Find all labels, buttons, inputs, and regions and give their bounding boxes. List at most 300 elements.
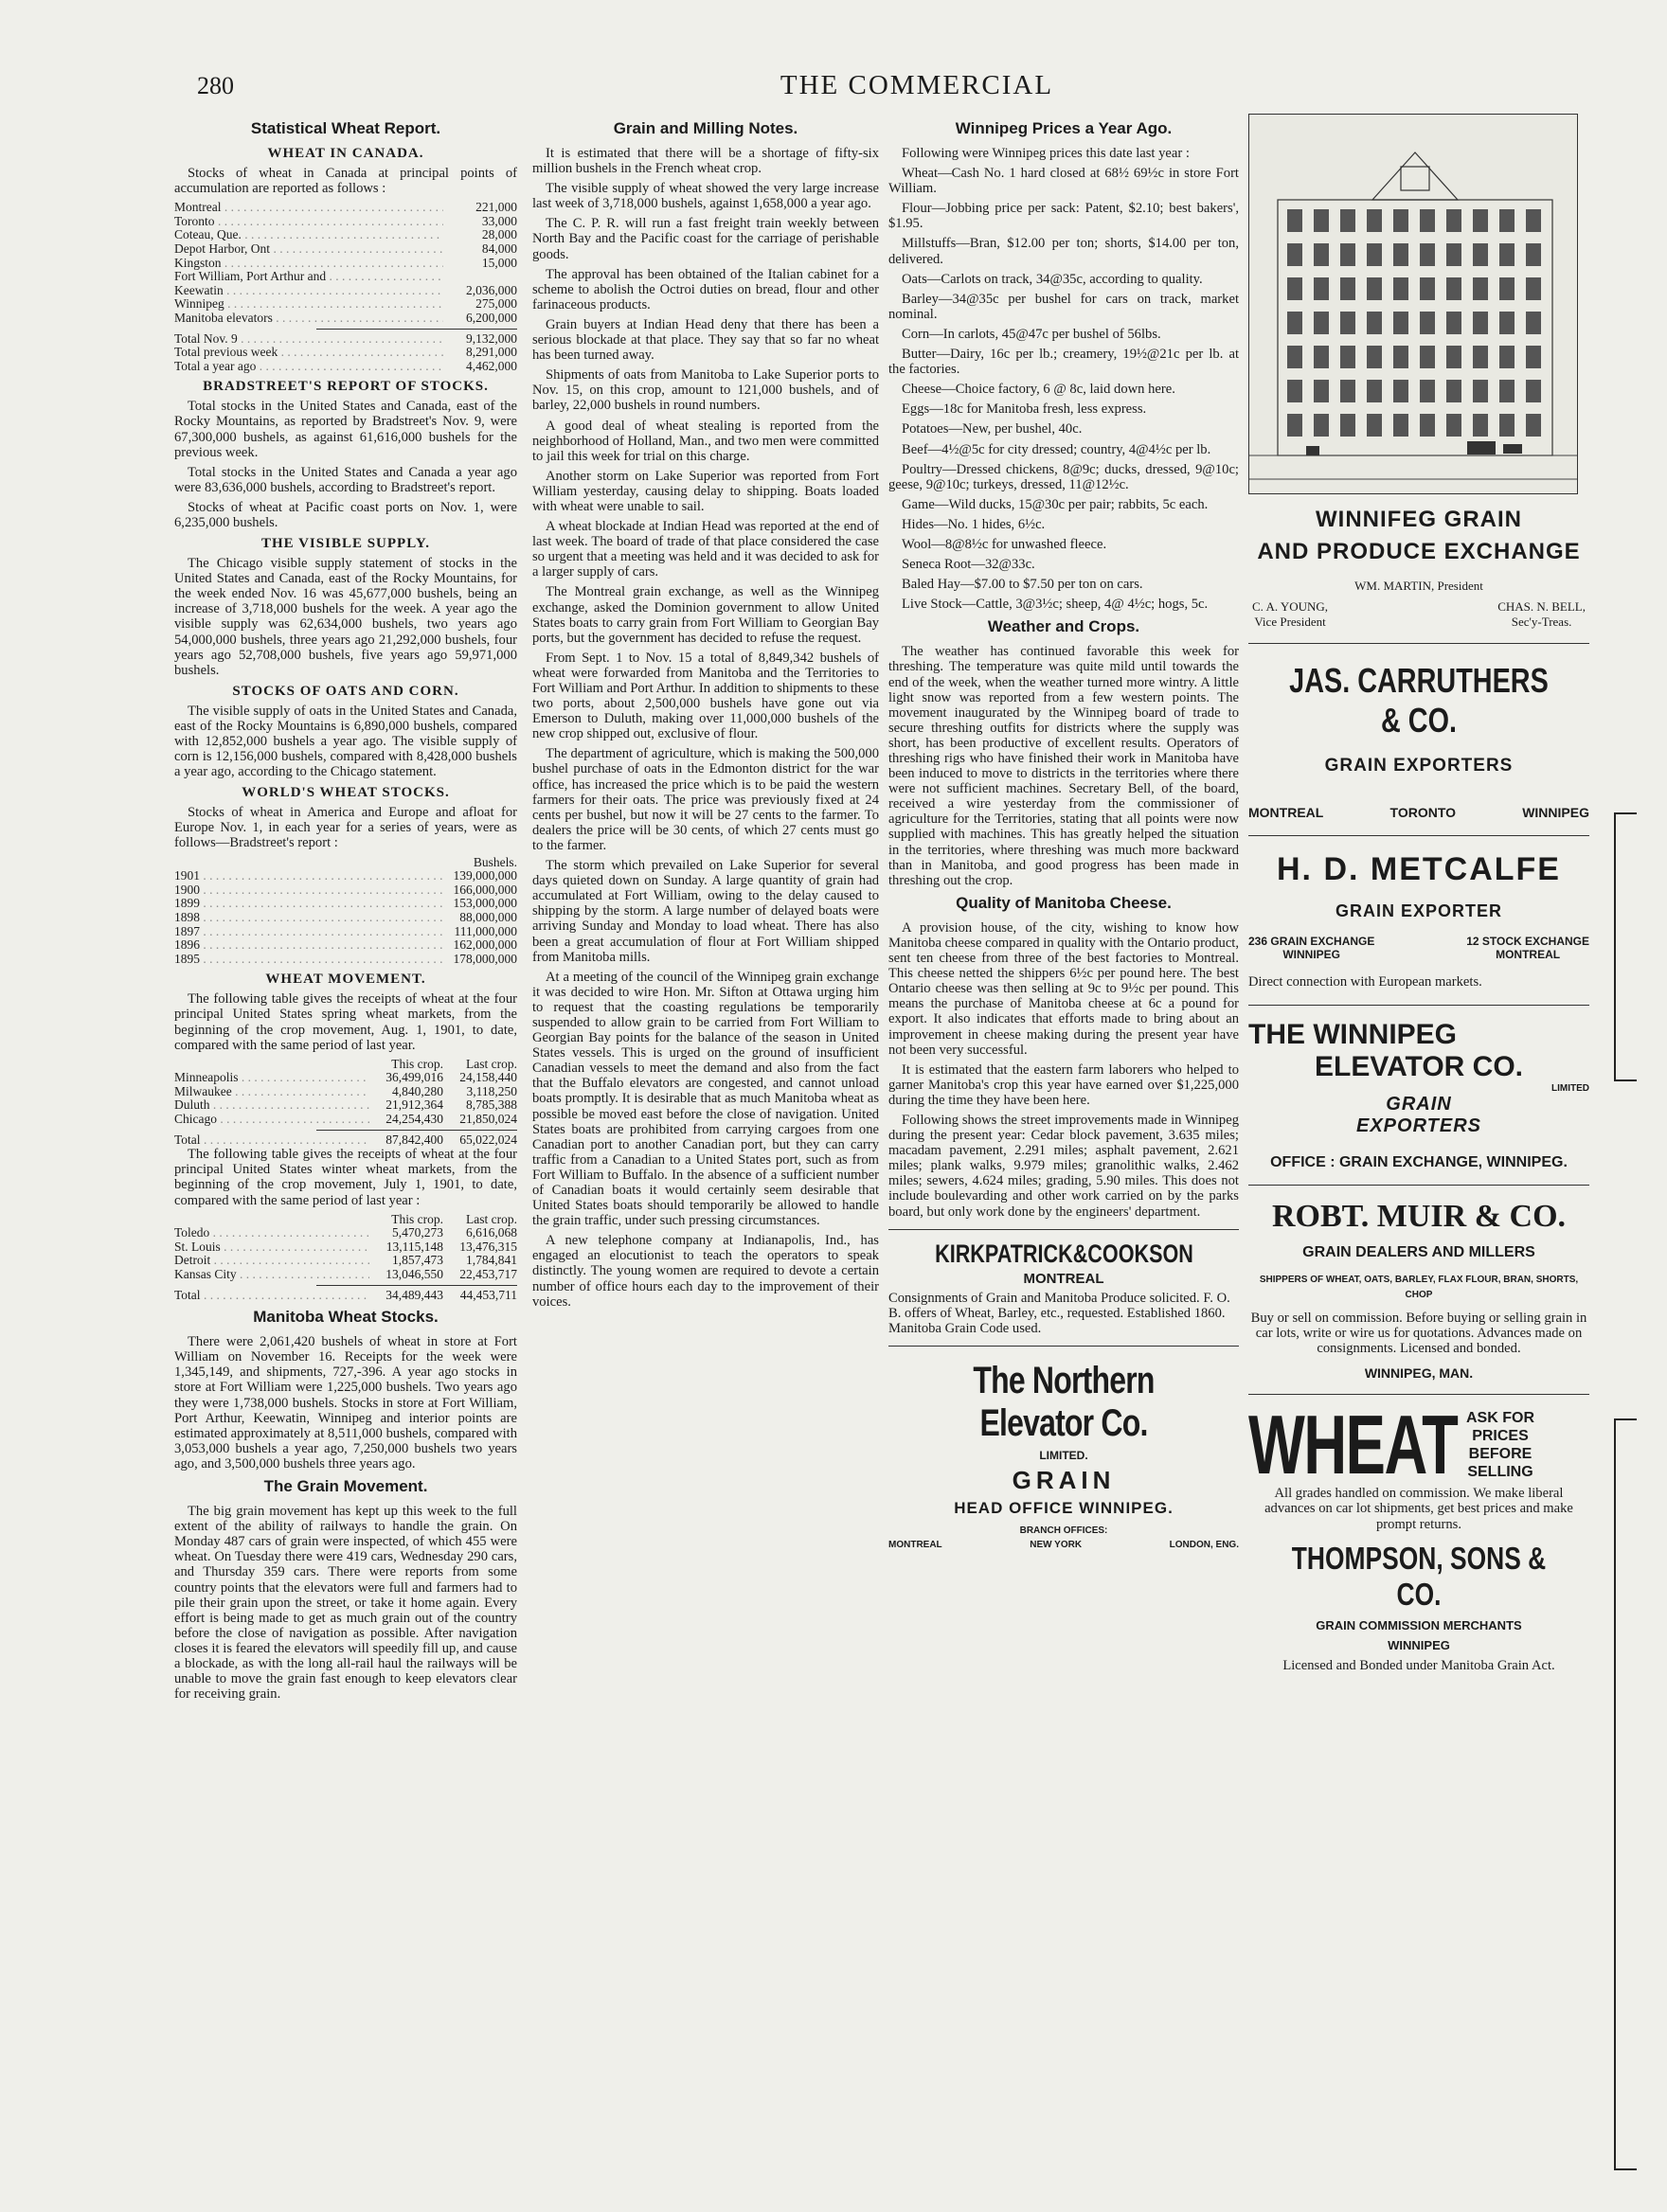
- row-label: Coteau, Que. . . .: [174, 228, 443, 242]
- row-label: Chicago . . .: [174, 1113, 369, 1127]
- row-label: Detroit . . .: [174, 1254, 369, 1268]
- row-value: 13,115,148: [385, 1239, 443, 1254]
- building-window: [1473, 414, 1488, 437]
- section-subtitle: WHEAT IN CANADA.: [267, 146, 424, 161]
- ad-metcalfe: [1248, 851, 1589, 990]
- adjacent-page-edge: [1614, 1418, 1637, 2170]
- building-window: [1473, 209, 1488, 232]
- building-window: [1420, 380, 1435, 402]
- row-label: Depot Harbor, Ont . . .: [174, 242, 443, 257]
- section-title: WORLD'S WHEAT STOCKS.: [242, 785, 450, 801]
- row-label: Winnipeg . . .: [174, 297, 443, 312]
- paragraph: Another storm on Lake Superior was reported from Fort William yesterday, causing delay to shipping. Boats loaded with wheat were unable to sail.: [532, 468, 879, 514]
- paragraph: Hides—No. 1 hides, 6½c.: [902, 516, 1046, 532]
- divider: [316, 1285, 517, 1286]
- building-window: [1526, 312, 1541, 334]
- ad-text: Licensed and Bonded under Manitoba Grain Act.: [1282, 1657, 1555, 1673]
- ad-line1: THE WINNIPEG: [1248, 1019, 1458, 1051]
- row-label: Manitoba elevators . . .: [174, 312, 443, 326]
- section-title: Statistical Wheat Report.: [250, 119, 441, 137]
- table-row: [174, 228, 517, 242]
- row-value: 162,000,000: [453, 937, 517, 953]
- spring-wheat-total: [174, 1133, 517, 1148]
- table-row: [174, 1133, 517, 1148]
- building-window: [1340, 346, 1355, 368]
- table-row: [174, 257, 517, 271]
- building-window: [1287, 277, 1302, 300]
- column-2: [532, 114, 879, 2150]
- table-row: [174, 284, 517, 298]
- ad-robt-muir: [1248, 1199, 1589, 1381]
- paragraph: Potatoes—New, per bushel, 40c.: [902, 421, 1083, 437]
- table-row: [174, 346, 517, 360]
- row-value: 15,000: [481, 255, 517, 270]
- row-value: 6,200,000: [466, 310, 517, 325]
- table-row: [174, 201, 517, 215]
- ad-carruthers: [1248, 661, 1589, 820]
- column-1: [174, 114, 517, 2150]
- paragraph: Grain buyers at Indian Head deny that there has been a serious blockade at that place. They say that so far no wheat has been turned away.: [532, 316, 879, 364]
- row-value: 5,470,273: [392, 1225, 443, 1240]
- building-window: [1526, 209, 1541, 232]
- grain-exchange-building-illustration: [1248, 114, 1578, 494]
- row-value: 13,476,315: [459, 1239, 517, 1254]
- building-window: [1526, 414, 1541, 437]
- table-row: [174, 270, 517, 284]
- paragraph: Millstuffs—Bran, $12.00 per ton; shorts, $14.00 per ton, delivered.: [888, 236, 1239, 267]
- table-row: [174, 883, 517, 898]
- ad-winnipeg-elevator: [1248, 1019, 1589, 1171]
- weather-text: [888, 644, 1239, 888]
- ad-northern-elevator: [888, 1360, 1239, 1550]
- ad-sub: GRAIN COMMISSION MERCHANTS: [1316, 1617, 1522, 1632]
- row-value: [443, 270, 517, 284]
- divider: [316, 329, 517, 330]
- row-label: Total previous week . . .: [174, 346, 443, 360]
- row-value: 84,000: [481, 241, 517, 256]
- paragraph: There were 2,061,420 bushels of wheat in store at Fort William on November 16. Receipts for the week were 1,345,149, and shipments, 727,-396. A year ago stocks in store at Fort William were 1,225,000 bushels. Two years ago they were 1,738,000 bushels. Stocks in store at Fort William, Port Arthur, Keewatin, Winnipeg and interior points are estimated approximately at 8,511,000 bushels, compared with 3,053,000 bushels a year ago, 7,250,000 bushels two years ago, and 3,500,000 bushels three years ago.: [174, 1334, 517, 1472]
- divider: [1248, 1394, 1589, 1395]
- building-window: [1526, 243, 1541, 266]
- row-label: Toledo . . .: [174, 1226, 369, 1240]
- paragraph: Corn—In carlots, 45@47c per bushel of 56lbs.: [902, 326, 1161, 342]
- paragraph: Cheese—Choice factory, 6 @ 8c, laid down here.: [902, 382, 1175, 398]
- building-window: [1420, 414, 1435, 437]
- paragraph: The following table gives the receipts of wheat at the four principal United States spring wheat markets, from the beginning of the crop movement, Aug. 1, 1901, to date, compared with the same period of last year.: [174, 991, 517, 1053]
- building-window: [1420, 243, 1435, 266]
- row-label: St. Louis . . .: [174, 1240, 369, 1255]
- ad-kirkpatrick: [888, 1240, 1239, 1336]
- ad-sub2: EXPORTERS: [1356, 1115, 1481, 1137]
- row-label: 1896 . . .: [174, 938, 443, 953]
- row-value: 221,000: [475, 200, 517, 215]
- building-window: [1446, 209, 1461, 232]
- paragraph: Barley—34@35c per bushel for cars on track, market nominal.: [888, 291, 1239, 322]
- ad-city: WINNIPEG, MAN.: [1364, 1365, 1474, 1382]
- row-value: 13,046,550: [385, 1267, 443, 1281]
- table-row: [174, 1268, 517, 1282]
- building-window: [1499, 312, 1515, 334]
- table-header: This crop. Last crop.: [391, 1056, 517, 1071]
- paragraph: Butter—Dairy, 16c per lb.; creamery, 19½@21c per lb. at the factories.: [888, 347, 1239, 378]
- building-window: [1393, 209, 1408, 232]
- building-window: [1287, 380, 1302, 402]
- ad-shippers: SHIPPERS OF WHEAT, OATS, BARLEY, FLAX FLOUR, BRAN, SHORTS, CHOP: [1259, 1275, 1579, 1301]
- section-title: THE VISIBLE SUPPLY.: [260, 536, 431, 552]
- table-row: [174, 911, 517, 925]
- row-value: 275,000: [475, 296, 517, 312]
- building-window: [1340, 380, 1355, 402]
- building-window: [1446, 277, 1461, 300]
- ad-thompson-sons: [1248, 1404, 1589, 1672]
- prices-list: [888, 146, 1239, 612]
- ad-line2: ELEVATOR CO.: [1314, 1051, 1524, 1083]
- ad-sub: GRAIN DEALERS AND MILLERS: [1302, 1244, 1535, 1261]
- ad-text: Direct connection with European markets.: [1248, 974, 1482, 990]
- building-window: [1499, 277, 1515, 300]
- building-window: [1287, 414, 1302, 437]
- ad-president: WM. MARTIN, President: [1354, 579, 1483, 593]
- row-value: 1,784,841: [466, 1253, 517, 1268]
- row-value: 87,842,400: [385, 1132, 443, 1147]
- paragraph: Wool—8@8½c for unwashed fleece.: [902, 536, 1107, 552]
- paragraph: A new telephone company at Indianapolis, Ind., has engaged an elocutionist to teach the operators to speak distinctly. The young women are required to devote a certain number of office hours each day to the improvement of their voices.: [532, 1233, 879, 1310]
- ad-sub1: GRAIN: [1386, 1094, 1452, 1115]
- ad-branch-cities: MONTREAL NEW YORK LONDON, ENG.: [888, 1539, 1239, 1550]
- paragraph: Beef—4½@5c for city dressed; country, 4@4½c per lb.: [902, 441, 1211, 457]
- building-window: [1473, 346, 1488, 368]
- building-window: [1340, 312, 1355, 334]
- row-value: 8,291,000: [466, 345, 517, 360]
- row-label: Total . . .: [174, 1289, 369, 1303]
- ad-line1: WINNIFEG GRAIN: [1316, 507, 1522, 532]
- building-window: [1393, 312, 1408, 334]
- row-value: 44,453,711: [459, 1287, 517, 1302]
- row-value: 24,254,430: [385, 1112, 443, 1127]
- paragraph: Wheat—Cash No. 1 hard closed at 68½ 69½c in store Fort William.: [888, 166, 1239, 197]
- stocks-table: [174, 201, 517, 325]
- stocks-totals: [174, 332, 517, 374]
- building-window: [1446, 346, 1461, 368]
- building-window: [1367, 312, 1382, 334]
- table-row: [174, 242, 517, 257]
- section-title: WHEAT MOVEMENT.: [265, 972, 426, 988]
- building-window: [1393, 380, 1408, 402]
- ad-grain: GRAIN: [1012, 1465, 1116, 1494]
- paragraph: The visible supply of wheat showed the very large increase last week of 3,718,000 bushels, against 1,658,000 a year ago.: [532, 181, 879, 212]
- building-window: [1287, 209, 1302, 232]
- ad-line2: AND PRODUCE EXCHANGE: [1257, 539, 1581, 564]
- table-row: [174, 869, 517, 883]
- row-label: Minneapolis . . .: [174, 1071, 369, 1085]
- building-window: [1473, 380, 1488, 402]
- divider: [888, 1346, 1239, 1347]
- page-title: THE COMMERCIAL: [780, 70, 1054, 100]
- ad-name: H. D. METCALFE: [1277, 851, 1561, 887]
- ad-name: THOMPSON, SONS & CO.: [1291, 1540, 1547, 1612]
- divider: [1248, 1005, 1589, 1006]
- paragraph: The big grain movement has kept up this week to the full extent of the ability of railways to handle the grain. On Monday 487 cars of grain were inspected, of which 455 were wheat. On Tuesday there were 419 cars, Wednesday 290 cars, and Thursday 359 cars. There were reports from some country points that the elevators were full and farmers had to pile their grain upon the street, or take it home again. Every effort is being made to get as much grain out of the country before the close of navigation as possible. After navigation closes it is feared the elevators will speedily fill up, and cause a blockade, as with the long all-rail haul the railways will be unable to move the grain fast enough to keep elevators clear for receiving grain.: [174, 1504, 517, 1703]
- row-label: 1899 . . .: [174, 897, 443, 911]
- divider: [1248, 1185, 1589, 1186]
- ad-name: JAS. CARRUTHERS & CO.: [1289, 661, 1549, 740]
- row-label: Kingston . . .: [174, 257, 443, 271]
- wheat-big-text: WHEAT: [1248, 1404, 1458, 1487]
- row-value: 24,158,440: [459, 1070, 517, 1085]
- table-row: [174, 360, 517, 374]
- row-value: 139,000,000: [453, 868, 517, 883]
- building-window: [1526, 380, 1541, 402]
- table-row: [174, 1226, 517, 1240]
- table-row: [174, 1098, 517, 1113]
- notes-list: [532, 146, 879, 1310]
- section-title: Manitoba Wheat Stocks.: [253, 1308, 439, 1327]
- paragraph: Game—Wild ducks, 15@30c per pair; rabbits, 5c each.: [902, 496, 1209, 512]
- cheese-text: [888, 920, 1239, 1220]
- row-value: 3,118,250: [466, 1083, 517, 1098]
- divider: [316, 1130, 517, 1131]
- row-value: 28,000: [481, 227, 517, 242]
- building-window: [1473, 277, 1488, 300]
- building-window: [1340, 277, 1355, 300]
- row-value: 65,022,024: [459, 1132, 517, 1147]
- table-row: [174, 1289, 517, 1303]
- table-row: [174, 1254, 517, 1268]
- building-window: [1393, 346, 1408, 368]
- paragraph: At a meeting of the council of the Winnipeg grain exchange it was decided to wire Hon. Mr. Sifton at Ottawa urging him to request that the coasting regulations be temporarily suspended to allow grain to be carried from Fort William to Georgian Bay points for the balance of the season in United States vessels. This is urged on the ground of insufficient Canadian vessels to meet the demand and also from the fact that the Buffalo elevators are congested, and cannot unload boats promptly. It is desirable that as much Manitoba wheat as possible be moved east before the close of navigation. United States boats are prohibited from carrying cargoes from one Canadian port to another Canadian port, but they can carry traffic from a Canadian to a United States port, such as from Fort William to Buffalo. In the absence of a sufficient number of Canadian boats it would certainly seem desirable that United States boats should temporarily be allowed to handle the grain traffic, under such pressing circumstances.: [532, 969, 879, 1229]
- page-header: [197, 62, 1637, 100]
- row-label: 1895 . . .: [174, 953, 443, 967]
- row-label: Total a year ago . . .: [174, 360, 443, 374]
- paragraph: Shipments of oats from Manitoba to Lake Superior ports to Nov. 15, on this crop, amount to 121,000 bushels, and of barley, 22,000 bushels in round numbers.: [532, 367, 879, 414]
- paragraph: The approval has been obtained of the Italian cabinet for a scheme to abolish the Octroi duties on bread, flour and other farinaceous products.: [532, 266, 879, 312]
- building-window: [1393, 277, 1408, 300]
- ad-grain-exchange: [1248, 507, 1589, 630]
- paragraph: The C. P. R. will run a fast freight train weekly between North Bay and the Pacific coast for the carriage of perishable goods.: [532, 216, 879, 262]
- building-window: [1340, 209, 1355, 232]
- row-value: 9,132,000: [466, 330, 517, 346]
- row-value: 33,000: [481, 213, 517, 228]
- paragraph: Poultry—Dressed chickens, 8@9c; ducks, dressed, 9@10c; geese, 9@10c; turkeys, dressed, 11@12½c.: [888, 461, 1239, 492]
- row-label: Fort William, Port Arthur and . . .: [174, 270, 443, 284]
- paragraph: The following table gives the receipts of wheat at the four principal United States winter wheat markets, from the beginning of the crop movement, July 1, 1901, to date, compared with the same period of last year :: [174, 1147, 517, 1208]
- paragraph: Baled Hay—$7.00 to $7.50 per ton on cars.: [902, 577, 1143, 593]
- building-window: [1526, 346, 1541, 368]
- ad-city: MONTREAL: [1023, 1270, 1104, 1287]
- building-window: [1340, 414, 1355, 437]
- building-window: [1367, 346, 1382, 368]
- building-window: [1314, 414, 1329, 437]
- ad-office: OFFICE : GRAIN EXCHANGE, WINNIPEG.: [1270, 1154, 1568, 1171]
- table-row: [174, 297, 517, 312]
- building-window: [1314, 312, 1329, 334]
- row-value: 178,000,000: [453, 951, 517, 966]
- building-window: [1287, 243, 1302, 266]
- section-title: Weather and Crops.: [987, 617, 1140, 636]
- building-window: [1367, 277, 1382, 300]
- building-window: [1499, 414, 1515, 437]
- building-window: [1314, 243, 1329, 266]
- row-value: 6,616,068: [466, 1225, 517, 1240]
- row-label: Total Nov. 9 . . .: [174, 332, 443, 347]
- row-label: 1897 . . .: [174, 925, 443, 939]
- ad-text: All grades handled on commission. We make liberal advances on car lot shipments, get best prices and make prompt returns.: [1264, 1486, 1573, 1532]
- paragraph: The Chicago visible supply statement of stocks in the United States and Canada, east of the Rocky Mountains, for the week ended Nov. 16 was 45,677,000 bushels, being an increase of 3,718,000 bushels for the week. A year ago the visible supply was 62,634,000 bushels, two years ago 54,000,000 bushels, three years ago 21,292,000 bushels, four years ago 52,708,000 bushels, five years ago 59,971,000 bushels.: [174, 556, 517, 678]
- building-window: [1314, 346, 1329, 368]
- paragraph: It is estimated that there will be a shortage of fifty-six million bushels in the French wheat crop.: [532, 146, 879, 177]
- building-window: [1314, 277, 1329, 300]
- building-window: [1393, 243, 1408, 266]
- building-window: [1446, 380, 1461, 402]
- paragraph: It is estimated that the eastern farm laborers who helped to garner Manitoba's crop this year have earned over $1,225,000 during the time they have been here.: [888, 1061, 1239, 1108]
- section-title: Winnipeg Prices a Year Ago.: [955, 119, 1173, 137]
- building-window: [1340, 243, 1355, 266]
- row-label: Duluth . . .: [174, 1098, 369, 1113]
- section-title: BRADSTREET'S REPORT OF STOCKS.: [203, 379, 489, 395]
- row-label: Toronto . . .: [174, 215, 443, 229]
- ad-addresses: 236 GRAIN EXCHANGE WINNIPEG 12 STOCK EXCHANGE MONTREAL: [1248, 935, 1589, 961]
- row-value: 88,000,000: [459, 909, 517, 924]
- building-window: [1367, 414, 1382, 437]
- paragraph: From Sept. 1 to Nov. 15 a total of 8,849,342 bushels of wheat were forwarded from Manitoba and the Territories to Fort William and Port Arthur. In addition to shipments to these two ports, about 2,500,000 bushels have gone out via Emerson to Duluth, making over 11,000,000 bushels of the new crop shipped out, exclusive of flour.: [532, 650, 879, 742]
- table-row: [174, 1113, 517, 1127]
- divider: [1248, 835, 1589, 836]
- row-value: 36,499,016: [385, 1070, 443, 1085]
- building-window: [1420, 346, 1435, 368]
- row-value: 34,489,443: [385, 1287, 443, 1302]
- building-window: [1314, 209, 1329, 232]
- ad-sub: GRAIN EXPORTERS: [1324, 756, 1514, 776]
- ad-limited: LIMITED.: [1039, 1448, 1088, 1462]
- building-window: [1473, 312, 1488, 334]
- row-label: Kansas City . . .: [174, 1268, 369, 1282]
- paragraph: Total stocks in the United States and Canada a year ago were 83,636,000 bushels, according to Bradstreet's report.: [174, 464, 517, 495]
- building-window: [1367, 209, 1382, 232]
- paragraph: A good deal of wheat stealing is reported from the neighborhood of Holland, Man., and two men were committed to jail this week for trial on this charge.: [532, 418, 879, 464]
- page-number: 280: [197, 72, 234, 99]
- building-window: [1499, 346, 1515, 368]
- paragraph: A wheat blockade at Indian Head was reported at the end of last week. The board of trade of that place considered the case so urgent that a meeting was held and it was decided to ask for a larger supply of cars.: [532, 519, 879, 580]
- row-value: 1,857,473: [392, 1253, 443, 1268]
- column-3: [888, 114, 1239, 2150]
- ad-city: WINNIPEG: [1388, 1637, 1450, 1652]
- ad-name: KIRKPATRICK&COOKSON: [934, 1239, 1193, 1268]
- ad-text: Consignments of Grain and Manitoba Produce solicited. F. O. B. offers of Wheat, Barley, etc., requested. Established 1860. Manitoba Grain Code used.: [888, 1290, 1230, 1336]
- table-row: [174, 312, 517, 326]
- building-window: [1526, 277, 1541, 300]
- building-window: [1446, 243, 1461, 266]
- paragraph: The department of agriculture, which is making the 500,000 bushel purchase of oats in the Edmonton district for the war office, has increased the price which is to be paid the western farmers for their oats. The price was previously fixed at 24 cents per bushel, but now it will be 27 cents to the farmer. To dealers the price will be 30 cents, of which 27 cents must go to the farmer.: [532, 746, 879, 853]
- building-window: [1446, 414, 1461, 437]
- building-window: [1499, 243, 1515, 266]
- ad-limited: LIMITED: [1551, 1083, 1589, 1095]
- world-stocks-table: [174, 869, 517, 966]
- row-value: 4,840,280: [392, 1083, 443, 1098]
- table-row: [174, 1085, 517, 1099]
- paragraph: Following were Winnipeg prices this date last year :: [902, 146, 1190, 161]
- row-value: 166,000,000: [453, 882, 517, 897]
- ad-sub: GRAIN EXPORTER: [1335, 901, 1503, 920]
- ad-name-block: [1248, 1537, 1589, 1673]
- paragraph: Live Stock—Cattle, 3@3½c; sheep, 4@ 4½c; hogs, 5c.: [902, 597, 1209, 613]
- building-window: [1420, 277, 1435, 300]
- paragraph: Oats—Carlots on track, 34@35c, according to quality.: [902, 271, 1203, 287]
- row-label: Milwaukee . . .: [174, 1085, 369, 1099]
- ad-officers: C. A. YOUNG, Vice President CHAS. N. BELL, Sec'y-Treas.: [1252, 599, 1586, 629]
- paragraph: Following shows the street improvements made in Winnipeg during the present year: Cedar block pavement, 3.635 miles; macadam pavement, 2.291 miles; asphalt pavement, 2.621 miles; plank walks, 9.979 miles; granolithic walks, 2.462 miles; sewers, 4.624 miles; grading, 5.90 miles. This does not include boulevarding and other work carried on by the parks board, but only work done by the engineers' department.: [888, 1112, 1239, 1220]
- row-label: Montreal . . .: [174, 201, 443, 215]
- spring-wheat-table: [174, 1071, 517, 1126]
- table-row: [174, 953, 517, 967]
- building-window: [1473, 243, 1488, 266]
- building-window: [1287, 346, 1302, 368]
- section-title: Quality of Manitoba Cheese.: [956, 893, 1172, 912]
- building-window: [1314, 380, 1329, 402]
- ad-branch-label: BRANCH OFFICES:: [1019, 1525, 1108, 1536]
- ad-text: Buy or sell on commission. Before buying or selling grain in car lots, write or wire us for quotations. Advances made on consignments. Licensed and bonded.: [1250, 1311, 1587, 1357]
- row-value: 153,000,000: [453, 896, 517, 911]
- divider: [888, 1229, 1239, 1230]
- winter-wheat-total: [174, 1289, 517, 1303]
- paragraph: Flour—Jobbing price per sack: Patent, $2.10; best bakers', $1.95.: [888, 201, 1239, 232]
- row-label: 1900 . . .: [174, 883, 443, 898]
- paragraph: The visible supply of oats in the United States and Canada, east of the Rocky Mountains is 6,890,000 bushels, compared with 12,852,000 bushels a year ago. The visible supply of corn is 12,156,000 bushels, compared with 8,428,000 bushels a year ago, according to the Chicago statement.: [174, 703, 517, 780]
- table-header: This crop. Last crop.: [391, 1211, 517, 1226]
- building-window: [1367, 243, 1382, 266]
- building-window: [1393, 414, 1408, 437]
- row-value: 21,912,364: [385, 1097, 443, 1113]
- ad-name: The Northern Elevator Co.: [973, 1359, 1155, 1444]
- table-row: [174, 897, 517, 911]
- building-window: [1367, 380, 1382, 402]
- ad-cities: MONTREAL TORONTO WINNIPEG: [1248, 805, 1589, 820]
- building-window: [1446, 312, 1461, 334]
- building-window: [1287, 312, 1302, 334]
- row-value: 8,785,388: [466, 1097, 517, 1113]
- wheat-header: [1248, 1404, 1589, 1486]
- building-window: [1420, 312, 1435, 334]
- table-row: [174, 925, 517, 939]
- adjacent-page-edge: [1614, 812, 1637, 1081]
- section-title: Grain and Milling Notes.: [613, 119, 798, 137]
- table-row: [174, 215, 517, 229]
- paragraph: Eggs—18c for Manitoba fresh, less express.: [902, 401, 1147, 418]
- divider: [1248, 643, 1589, 644]
- row-value: 111,000,000: [454, 923, 517, 938]
- row-value: 4,462,000: [466, 358, 517, 373]
- table-row: [174, 1071, 517, 1085]
- paragraph: The storm which prevailed on Lake Superior for several days quieted down on Sunday. A large quantity of grain had accumulated at Fort William, owing to the delay caused to shipping by the storm. A large number of delayed boats were arriving Sunday and Monday to load wheat. There has also been a great accumulation of flour at Fort William shipped from Manitoba mills.: [532, 858, 879, 965]
- paragraph: The Montreal grain exchange, as well as the Winnipeg exchange, asked the Dominion government to allow United States boats to carry grain from Fort William to Georgian Bay ports, but the government has decided to refuse the request.: [532, 584, 879, 646]
- paragraph: A provision house, of the city, wishing to know how Manitoba cheese compared in quality with the Ontario product, sent ten cheese from three of the best factories to Montreal. This cheese netted the shippers 6½c per pound here. The best Ontario cheese was then selling at 9c to 9½c per pound. This means the purchase of Manitoba cheese at 6c a pound for export. It also indicates that efforts made to bring about an improvement in cheese making during the present year have not been very successful.: [888, 919, 1239, 1058]
- table-row: [174, 938, 517, 953]
- row-label: 1901 . . .: [174, 869, 443, 883]
- row-value: 2,036,000: [466, 282, 517, 297]
- table-row: [174, 332, 517, 347]
- paragraph: Stocks of wheat at Pacific coast ports on Nov. 1, were 6,235,000 bushels.: [174, 499, 517, 530]
- row-label: Keewatin . . .: [174, 284, 443, 298]
- paragraph: The weather has continued favorable this week for threshing. The temperature was quite mild until towards the end of the week, when the weather turned more wintry. A little light snow was reported from a few western points. The movement inaugurated by the Winnipeg board of trade to secure threshing outfits for districts where the supply was short, has been productive of excellent results. Operators of threshing rigs who have finished their work in Manitoba have been induced to move to districts in the territories where there were not sufficient machines. Secretary Bell, of the board, received a wire yesterday from the commissioner of agriculture for the Territories, stating that all points were now supplied with machines. This has greatly helped the situation in the territories, where threshing was much more backward than in Manitoba, and good progress has been made in threshing out the crop.: [888, 644, 1239, 888]
- table-row: [174, 1240, 517, 1255]
- wheat-side-text: ASK FOR PRICES BEFORE SELLING: [1466, 1410, 1534, 1481]
- paragraph: Seneca Root—32@33c.: [902, 557, 1035, 573]
- ad-name: ROBT. MUIR & CO.: [1271, 1199, 1567, 1235]
- paragraph: Stocks of wheat in America and Europe and afloat for Europe Nov. 1, in each year for a series of years, were as follows—Bradstreet's report :: [174, 805, 517, 851]
- section-title: The Grain Movement.: [263, 1477, 428, 1496]
- newspaper-page: [159, 55, 1637, 2187]
- section-title: STOCKS OF OATS AND CORN.: [232, 683, 459, 699]
- winter-wheat-table: [174, 1226, 517, 1281]
